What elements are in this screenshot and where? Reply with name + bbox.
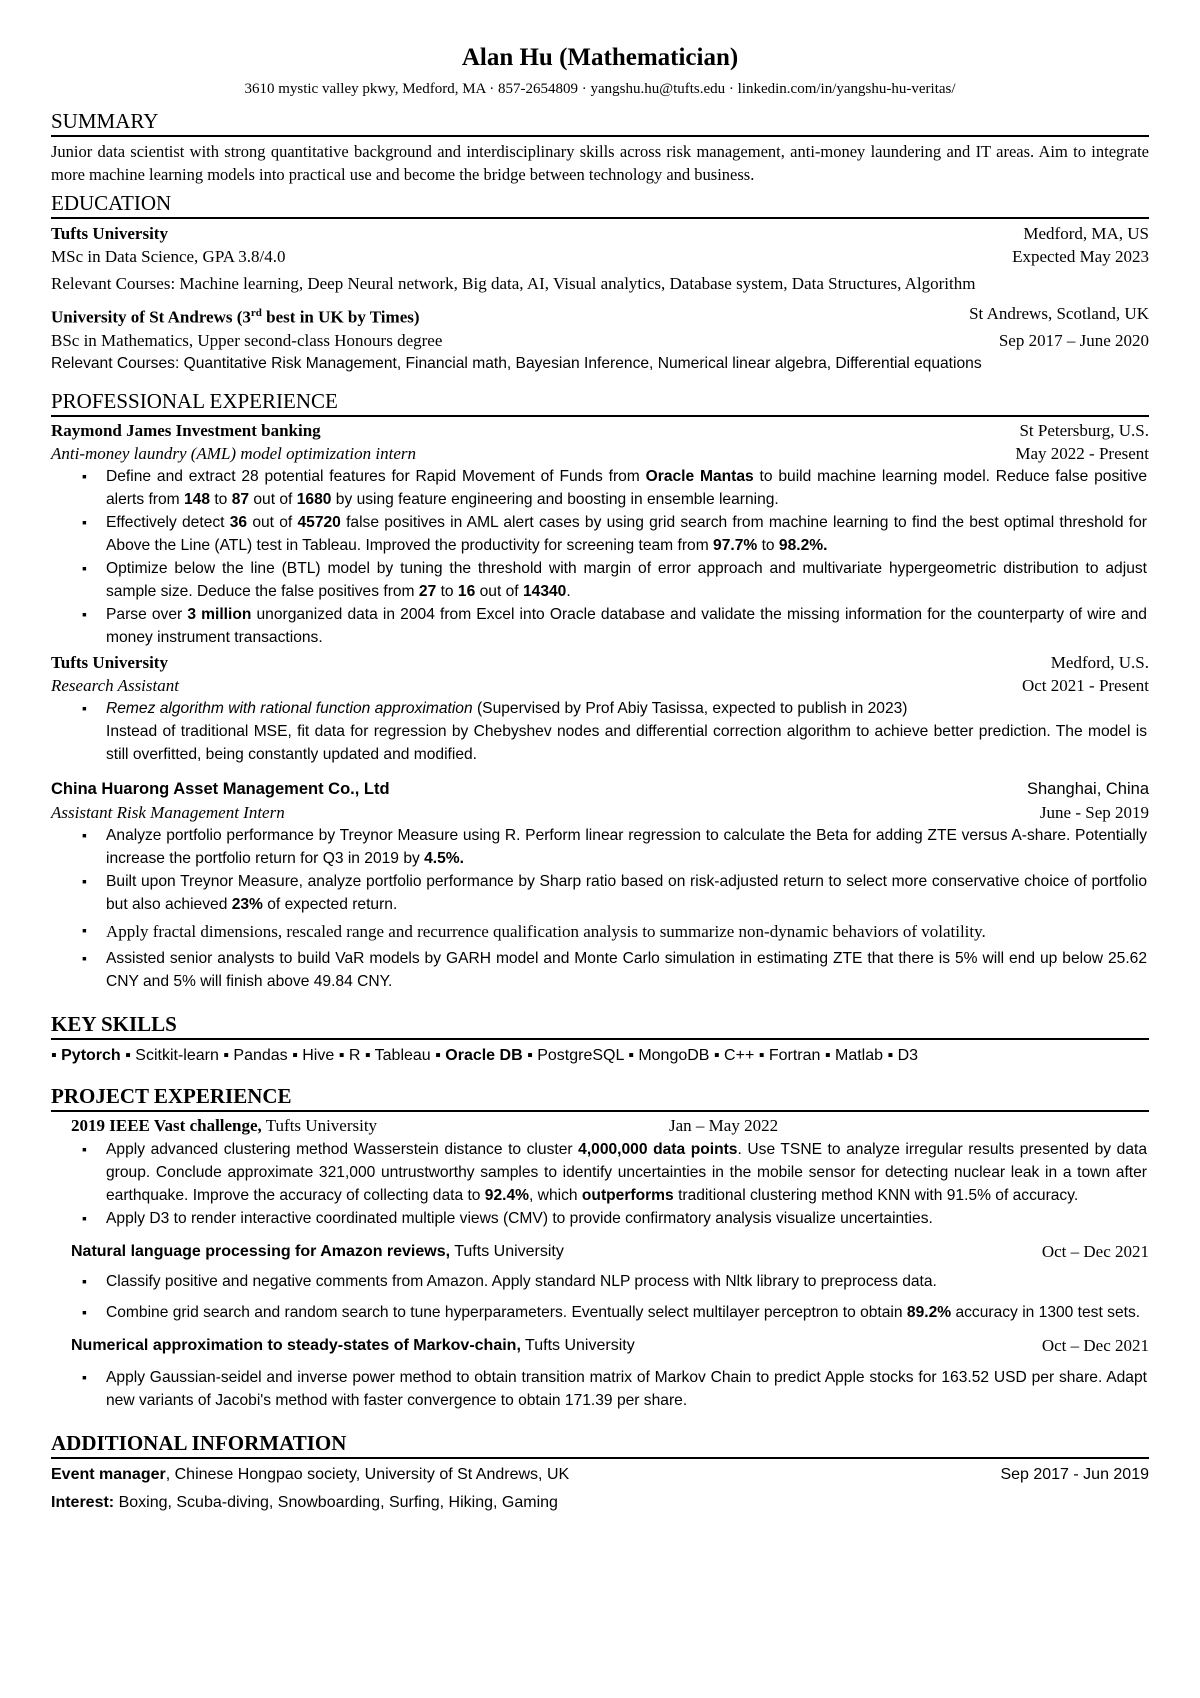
additional-event: Event manager, Chinese Hongpao society, University of St Andrews, UK [51, 1465, 570, 1483]
list-item: ▪ Define and extract 28 potential features for Rapid Movement of Funds from Oracle Mantas to build machine learning model. Reduce false positive alerts from 148 to 87 out of 1680 by using feature engineering and boosting in ensemble learning. [106, 465, 1149, 511]
skills-heading: KEY SKILLS [51, 1011, 1149, 1040]
additional-event-date: Sep 2017 - Jun 2019 [1000, 1465, 1149, 1483]
skill-separator: ▪ [360, 1046, 375, 1064]
list-item: ▪ Optimize below the line (BTL) model by tuning the threshold with margin of error approach and multivariate hypergeometric distribution to adjust sample size. Deduce the false positives from 27 to 16 out of 14340. [106, 557, 1149, 603]
education-heading: EDUCATION [51, 190, 1149, 219]
skill-item: Fortran [768, 1046, 821, 1064]
skill-item: Hive [302, 1046, 335, 1064]
skill-separator: ▪ [430, 1046, 446, 1064]
experience-heading: PROFESSIONAL EXPERIENCE [51, 388, 441, 417]
exp-huarong-location: Shanghai, China [1026, 779, 1149, 798]
exp-tufts-date: Oct 2021 - Present [1021, 675, 1149, 695]
exp-rj-role: Anti-money laundry (AML) model optimization intern [51, 443, 416, 463]
projects-heading: PROJECT EXPERIENCE [51, 1083, 1149, 1112]
exp-huarong-role-row [51, 801, 1149, 824]
edu-standrews-row [51, 302, 1149, 329]
list-item: ▪ Apply D3 to render interactive coordinated multiple views (CMV) to provide confirmatory analysis visualize uncertainties. [106, 1207, 1149, 1230]
exp-tufts-bullets [51, 697, 1149, 766]
additional-event-row [51, 1462, 1149, 1487]
proj-nlp-bullets [51, 1270, 1149, 1324]
resume-page [51, 40, 1149, 1515]
list-item: ▪ Combine grid search and random search to tune hyperparameters. Eventually select multilayer perceptron to obtain 89.2% accuracy in 1300 test sets. [106, 1301, 1149, 1324]
exp-rj-role-row [51, 442, 1149, 465]
exp-huarong-bullets [51, 824, 1149, 993]
exp-tufts-role: Research Assistant [51, 675, 179, 695]
exp-rj-bullets [51, 465, 1149, 649]
edu-standrews-degree-row [51, 329, 1149, 352]
list-item: ▪ Assisted senior analysts to build VaR models by GARH model and Monte Carlo simulation in estimating ZTE that there is 5% will end up below 25.62 CNY and 5% will finish above 49.84 CNY. [106, 947, 1149, 993]
summary-text: Junior data scientist with strong quantitative background and interdisciplinary skills across risk management, anti-money laundering and IT areas. Aim to integrate more machine learning models into practical use and become the bridge between technology and business. [51, 142, 1149, 184]
exp-huarong-company: China Huarong Asset Management Co., Ltd [51, 779, 390, 798]
skill-item: Tableau [374, 1046, 431, 1064]
list-item: ▪ Built upon Treynor Measure, analyze portfolio performance by Sharp ratio based on risk-adjusted return to select more conservative choice of portfolio but also achieved 23% of expected return. [106, 870, 1149, 916]
skill-separator: ▪ [883, 1046, 898, 1064]
edu-tufts-row [51, 222, 1149, 245]
edu-standrews-degree: BSc in Mathematics, Upper second-class Honours degree [51, 330, 443, 350]
edu-standrews-location: St Andrews, Scotland, UK [969, 304, 1149, 323]
skill-item: D3 [897, 1046, 919, 1064]
skill-item: Oracle DB [445, 1046, 523, 1064]
exp-tufts-location: Medford, U.S. [1050, 652, 1149, 672]
list-item: ▪ Apply advanced clustering method Wasserstein distance to cluster 4,000,000 data points. Use TSNE to analyze irregular results presented by data group. Conclude approximate 321,000 untrustworthy samples to identify uncertainties in the mobile sensor for detecting nuclear leak in a town after earthquake. Improve the accuracy of collecting data to 92.4%, which outperforms traditional clustering method KNN with 91.5% of accuracy. [106, 1138, 1149, 1207]
skill-separator: ▪ [522, 1046, 538, 1064]
exp-huarong-role: Assistant Risk Management Intern [51, 802, 285, 822]
proj-nlp-title: Natural language processing for Amazon reviews, Tufts University [71, 1242, 564, 1260]
list-item: ▪ Effectively detect 36 out of 45720 false positives in AML alert cases by using grid search from machine learning to find the best optimal threshold for Above the Line (ATL) test in Tableau. Improved the productivity for screening team from 97.7% to 98.2%. [106, 511, 1149, 557]
skill-item: Scitkit-learn [135, 1046, 219, 1064]
skill-item: C++ [724, 1046, 755, 1064]
skill-item: R [348, 1046, 361, 1064]
edu-tufts-date: Expected May 2023 [1012, 247, 1149, 266]
proj-nlp-row [51, 1240, 1149, 1264]
exp-tufts-role-row [51, 674, 1149, 697]
summary-heading: SUMMARY [51, 108, 1149, 137]
exp-huarong-date: June - Sep 2019 [1039, 802, 1149, 822]
exp-huarong-row [51, 778, 1149, 801]
skills-list [51, 1043, 1149, 1068]
experience-rule [51, 415, 1149, 417]
proj-nlp-date: Oct – Dec 2021 [1041, 1241, 1149, 1261]
proj-markov-bullets [51, 1366, 1149, 1412]
skill-item: Pytorch [61, 1046, 121, 1064]
proj-vast-date: Jan – May 2022 [669, 1115, 779, 1135]
edu-standrews-courses: Relevant Courses: Quantitative Risk Management, Financial math, Bayesian Inference, Numerical linear algebra, Differential equations [51, 354, 982, 372]
skill-item: PostgreSQL [537, 1046, 624, 1064]
skill-item: MongoDB [638, 1046, 710, 1064]
exp-rj-location: St Petersburg, U.S. [1019, 420, 1149, 440]
edu-standrews-date: Sep 2017 – June 2020 [998, 330, 1149, 350]
additional-interest-row [51, 1490, 1149, 1515]
skill-separator: ▪ [754, 1046, 769, 1064]
list-item: ▪ Analyze portfolio performance by Treynor Measure using R. Perform linear regression to calculate the Beta for adding ZTE versus A-share. Potentially increase the portfolio return for Q3 in 2019 by 4.5%. [106, 824, 1149, 870]
proj-markov-title: Numerical approximation to steady-states of Markov-chain, Tufts University [71, 1336, 635, 1354]
exp-rj-row [51, 419, 1149, 442]
additional-heading: ADDITIONAL INFORMATION [51, 1430, 1149, 1459]
list-item: ▪ Apply fractal dimensions, rescaled range and recurrence qualification analysis to summarize non-dynamic behaviors of volatility. [106, 920, 1149, 943]
skill-separator: ▪ [287, 1046, 303, 1064]
skill-separator: ▪ [120, 1046, 136, 1064]
skill-separator: ▪ [218, 1046, 234, 1064]
skill-separator: ▪ [820, 1046, 835, 1064]
proj-markov-date: Oct – Dec 2021 [1041, 1335, 1149, 1355]
proj-vast-title: 2019 IEEE Vast challenge, Tufts University [71, 1115, 378, 1135]
edu-tufts-courses: Relevant Courses: Machine learning, Deep Neural network, Big data, AI, Visual analytics, Database system, Data Structures, Algorithm [51, 274, 976, 293]
edu-tufts-location: Medford, MA, US [1023, 224, 1149, 243]
edu-tufts-school: Tufts University [51, 224, 168, 243]
additional-interest: Interest: Boxing, Scuba-diving, Snowboarding, Surfing, Hiking, Gaming [51, 1493, 558, 1511]
skill-separator: ▪ [51, 1046, 62, 1064]
skill-separator: ▪ [334, 1046, 349, 1064]
skill-item: Matlab [835, 1046, 884, 1064]
edu-tufts-degree: MSc in Data Science, GPA 3.8/4.0 [51, 247, 286, 266]
exp-rj-company: Raymond James Investment banking [51, 420, 321, 440]
skill-separator: ▪ [709, 1046, 725, 1064]
proj-vast-bullets [51, 1138, 1149, 1230]
proj-vast-row [51, 1114, 1149, 1138]
list-item: ▪ Remez algorithm with rational function approximation (Supervised by Prof Abiy Tasissa, expected to publish in 2023) Instead of traditional MSE, fit data for regression by Chebyshev nodes and differential correction algorithm to achieve better prediction. The model is still overfitted, being constantly updated and modified. [106, 697, 1149, 766]
edu-tufts-degree-row [51, 245, 1149, 268]
list-item: ▪ Parse over 3 million unorganized data in 2004 from Excel into Oracle database and validate the missing information for the counterparty of wire and money instrument transactions. [106, 603, 1149, 649]
proj-markov-row [51, 1334, 1149, 1358]
exp-tufts-company: Tufts University [51, 652, 168, 672]
list-item: ▪ Classify positive and negative comments from Amazon. Apply standard NLP process with Nltk library to preprocess data. [106, 1270, 1149, 1293]
edu-standrews-school: University of St Andrews (3rd best in UK by Times) [51, 307, 420, 327]
list-item: ▪ Apply Gaussian-seidel and inverse power method to obtain transition matrix of Markov Chain to predict Apple stocks for 163.52 USD per share. Adapt new variants of Jacobi's method with faster convergence to obtain 171.39 per share. [106, 1366, 1149, 1412]
candidate-name: Alan Hu (Mathematician) [461, 44, 739, 71]
skill-separator: ▪ [623, 1046, 639, 1064]
exp-tufts-row [51, 651, 1149, 674]
contact-line: 3610 mystic valley pkwy, Medford, MA · 857-2654809 · yangshu.hu@tufts.edu · linkedin.com/in/yangshu-hu-veritas/ [244, 81, 956, 97]
exp-rj-date: May 2022 - Present [1015, 443, 1149, 463]
skill-item: Pandas [233, 1046, 288, 1064]
